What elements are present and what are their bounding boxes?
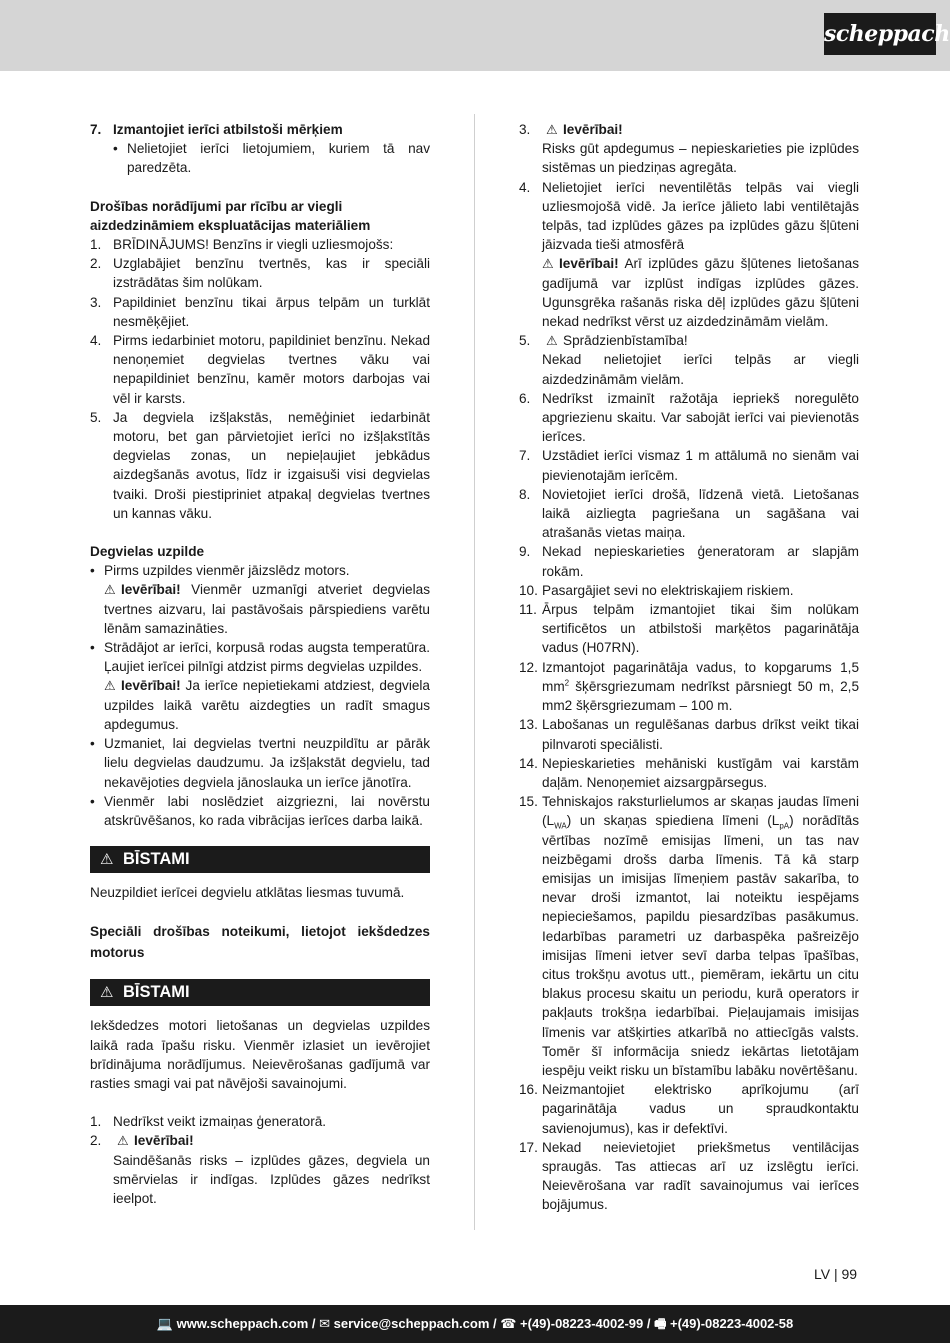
warning-icon: ⚠ bbox=[117, 1133, 129, 1149]
danger-text: Iekšdedzes motori lietošanas un degvielas uzpildes laikā rada īpašu risku. Vienmēr izlasiet un ievērojiet brīdinājuma norādījumus. Neievērošanas gadījumā var rasties smagi vai pat nāvējoši savainojumi. bbox=[90, 1018, 430, 1091]
list-item: 7. Uzstādiet ierīci vismaz 1 m attālumā no sienām vai pievienotajām ierīcēm. bbox=[519, 448, 859, 483]
warning-note: ⚠ Ievērībai! Arī izplūdes gāzu šļūtenes lietošanas gadījumā var izplūst indīgas izplūdes gāzes. Ugunsgrēka rašanās riska dēļ izplūdes gāzu šļūteni nekad nedrīkst vērst uz aizdedzināmām vielām. bbox=[542, 256, 859, 330]
list-item: 2. Uzglabājiet benzīnu tvertnēs, kas ir speciāli izstrādātas šim nolūkam. bbox=[90, 256, 430, 291]
danger-banner: ⚠ BĪSTAMI bbox=[90, 846, 430, 873]
right-list bbox=[519, 1080, 859, 1214]
warning-icon: ⚠ bbox=[104, 678, 116, 694]
fuel-list bbox=[90, 235, 430, 523]
list-item: • Pirms uzpildes vienmēr jāizslēdz motors. bbox=[90, 563, 350, 579]
warning-note: ⚠ Ievērībai! Ja ierīce nepietiekami atdziest, degviela uzpildes laikā varētu aizdegties un radīt smagus apdegumus. bbox=[104, 678, 430, 732]
section-7: 7. Izmantojiet ierīci atbilstoši mērķiem bbox=[90, 120, 430, 139]
right-column: 3. ⚠ Ievērībai! Risks gūt apdegumus – nepieskarieties pie izplūdes sistēmas un piedziņas agregāta. 4. Nelietojiet ierīci neventilētās telpās vai viegli uzliesmojošā vidē. Ja ierīce jālieto labi ventilētajās telpās, tad izplūdes gāzes pa izplūdes gāzu šļūteni jāizvada tieši atmosfērā ⚠ Ievērībai! Arī izplūdes gāzu šļūtenes lietošanas gadījumā var izplūst indīgas izplūdes gāzes. Ugunsgrēka rašanās riska dēļ izplūdes gāzu šļūteni nekad nedrīkst vērst uz aizdedzināmām vielām. 5. ⚠ Sprādzienbīstamība! Nekad nelietojiet ierīci telpās ar viegli aizdedzināmām vielām. 6. Nedrīkst izmainīt ražotāja iepriekš noregulēto apgriezienu skaitu. Var sabojāt ierīci vai pievienotās ierīces. 7. Uzstādiet ierīci vismaz 1 m attālumā no sienām vai pievienotajām ierīcēm. 8. Novietojiet ierīci drošā, līdzenā vietā. Lietošanas laikā aizliegta pagriešana un sagāšana vai atrašanās vietas maiņa. 9. Nekad nepieskarieties ģeneratoram ar slapjām rokām. 10. Pasargājiet sevi no elektriskajiem riskiem. 11. Ārpus telpām izmantojiet tikai šim nolūkam sertificētos un atbilstoši marķētos pagarinātāja vadus (H07RN). 12. Izmantojot pagarinātāja vadus, to kopgarums 1,5 $mm^2$ šķērsgriezumam nedrīkst pārsniegt 50 m, 2,5 mm2 šķērsgriezumam – 100 m. 13. Labošanas un regulēšanas darbus drīkst veikt tikai pilnvaroti speciālisti. 14. Nepieskarieties mehāniski kustīgām vai karstām daļām. Nenoņemiet aizsargpārsegus. 15. Tehniskajos raksturlielumos ar skaņas jaudas līmeni $(L_{WA})$ un skaņas spiediena līmeni $(L_{pA})$ norādītās vērtības nozīmē emisijas līmeni, un tas nav neizbēgami drošs darba līmenis. Tā kā starp emisijas un imisijas līmeņiem pastāv sakarība, to nevar droši izmantot, lai noteiktu iespējams nepieciešamos, papildu piesardzības pasākumus. Iedarbības parametri uz darbaspēka pašreizējo imisijas līmeni ietver sevī darba telpas īpašības, citus trokšņu avotus utt., piemēram, iekārtu un citu blakus procesu skaitu un periodu, kurā operators ir pakļauts trokšņa iedarbībai. Pieļaujamais imisijas līmenis var atšķirties atkarībā no attiecīgās valsts. Tomēr šī informācija sniedz iekārtas lietotājam iespēju veikt risku un bīstamību labāku novērtēšanu. 16. Neizmantojiet elektrisko aprīkojumu (arī pagarinātāja vadus un spraudkontaktu savienojumus), kas ir defektīvi. 17. Nekad neievietojiet priekšmetus ventilācijas spraugās. Tas attiecas arī uz izslēgtu ierīci. Neievērošana var radīt savainojumus vai ierīces bojājumus. bbox=[519, 120, 859, 1215]
list-item: 3. Papildiniet benzīnu tikai ārpus telpām un turklāt nesmēķējiet. bbox=[90, 294, 430, 329]
warning-icon: ⚠ bbox=[546, 333, 558, 349]
right-list bbox=[519, 389, 859, 658]
special-heading: Speciāli drošības noteikumi, lietojot iekšdedzes motorus bbox=[90, 924, 430, 961]
list-item: 12. Izmantojot pagarinātāja vadus, to kopgarums 1,5 $mm^2$ šķērsgriezumam nedrīkst pārsniegt 50 m, 2,5 mm2 šķērsgriezumam – 100 m. bbox=[519, 659, 859, 714]
list-item: 1. Nedrīkst veikt izmaiņas ģeneratorā. bbox=[90, 1114, 327, 1130]
warning-icon: ⚠ bbox=[542, 256, 554, 272]
list-item: 5. Ja degviela izšļakstās, nemēģiniet iedarbināt motoru, bet gan pārvietojiet ierīci no izšļakstītās degvielas zonas, un nepieļaujiet jebkādus aizdegšanās avotus, līdz ir izgaisuši visi degvielas tvaiki. Droši piestipriniet atpakaļ degvielas tvertnes un kannas vāku. bbox=[90, 409, 430, 521]
list-item: 15. Tehniskajos raksturlielumos ar skaņas jaudas līmeni $(L_{WA})$ un skaņas spiediena līmeni $(L_{pA})$ norādītās vērtības nozīmē emisijas līmeni, un tas nav neizbēgami drošs darba līmenis. Tā kā starp emisijas un imisijas līmeņiem pastāv sakarība, to nevar droši izmantot, lai noteiktu iespējams nepieciešamos, papildu piesardzības pasākumus. Iedarbības parametri uz darbaspēka pašreizējo imisijas līmeni ietver sevī darba telpas īpašības, citus trokšņu avotus utt., piemēram, iekārtu un citu blakus procesu skaitu un periodu, kurā operators ir pakļauts trokšņa iedarbībai. Pieļaujamais imisijas līmenis var atšķirties atkarībā no attiecīgās valsts. Tomēr šī informācija sniedz iekārtas lietotājam iespēju veikt risku un bīstamību labāku novērtēšanu. bbox=[519, 794, 860, 1078]
list-item: 14. Nepieskarieties mehāniski kustīgām vai karstām daļām. Nenoņemiet aizsargpārsegus. bbox=[519, 755, 859, 790]
list-item: 13. Labošanas un regulēšanas darbus drīkst veikt tikai pilnvaroti speciālisti. bbox=[519, 717, 859, 752]
list-item: • Vienmēr labi noslēdziet aizgriezni, lai novērstu atskrūvēšanos, ko rada vibrācijas ierīces darba laikā. bbox=[90, 793, 430, 828]
list-item: 8. Novietojiet ierīci drošā, līdzenā vietā. Lietošanas laikā aizliegta pagriešana un sagāšana vai atrašanās vietas maiņa. bbox=[519, 486, 859, 541]
section-7-title: Izmantojiet ierīci atbilstoši mērķiem bbox=[113, 122, 343, 137]
fuel-heading: Drošības norādījumi par rīcību ar viegli aizdedzināmiem ekspluatācijas materiāliem bbox=[90, 198, 371, 233]
page-number: LV | 99 bbox=[814, 1266, 858, 1282]
brand-logo: scheppach bbox=[824, 13, 936, 55]
danger-text: Neuzpildiet ierīcei degvielu atklātas liesmas tuvumā. bbox=[90, 885, 405, 901]
list-item: 3. ⚠ Ievērībai! bbox=[519, 120, 859, 139]
list-item: 4. Nelietojiet ierīci neventilētās telpās vai viegli uzliesmojošā vidē. Ja ierīce jālieto labi ventilētajās telpās, tad izplūdes gāzes pa izplūdes gāzu šļūteni jāizvada tieši atmosfērā bbox=[519, 179, 859, 253]
right-list bbox=[519, 715, 859, 792]
column-divider bbox=[474, 114, 475, 1230]
warning-icon: ⚠ bbox=[104, 582, 116, 598]
left-column bbox=[90, 120, 430, 1208]
list-item: 6. Nedrīkst izmainīt ražotāja iepriekš noregulēto apgriezienu skaitu. Var sabojāt ierīci vai pievienotās ierīces. bbox=[519, 390, 859, 445]
list-item: 16. Neizmantojiet elektrisko aprīkojumu (arī pagarinātāja vadus un spraudkontaktu savienojumus), kas ir defektīvi. bbox=[519, 1082, 859, 1136]
footer-contact[interactable]: 💻 www.scheppach.com / ✉ service@scheppach.com / ☎ +(49)-08223-4002-99 / 🖷 +(49)-08223-4002-58 bbox=[156, 1316, 794, 1331]
list-item: 11. Ārpus telpām izmantojiet tikai šim nolūkam sertificētos un atbilstoši marķētos pagarinātāja vadus (H07RN). bbox=[519, 602, 859, 656]
list-item: 4. Pirms iedarbiniet motoru, papildiniet benzīnu. Nekad nenoņemiet degvielas tvertnes vāku vai nepapildiniet benzīnu, kamēr motors darbojas vai vēl ir karsts. bbox=[90, 333, 430, 406]
danger-banner: ⚠ BĪSTAMI bbox=[90, 979, 430, 1006]
header-bar bbox=[0, 0, 950, 71]
list-item-text: Saindēšanās risks – izplūdes gāzes, degviela un smērvielas ir indīgas. Izplūdes gāzes nedrīkst ieelpot. bbox=[113, 1152, 430, 1206]
list-item: 17. Nekad neievietojiet priekšmetus ventilācijas spraugās. Tas attiecas arī uz izslēgtu ierīci. Neievērošana var radīt savainojumus vai ierīces bojājumus. bbox=[519, 1139, 859, 1213]
list-item: 10. Pasargājiet sevi no elektriskajiem riskiem. bbox=[519, 582, 794, 598]
list-item: 2. ⚠ Ievērībai! bbox=[90, 1131, 430, 1150]
footer-bar bbox=[0, 1305, 950, 1343]
warning-icon: ⚠ bbox=[546, 122, 558, 137]
warning-note: ⚠ Ievērībai! Vienmēr uzmanīgi atveriet degvielas tvertnes aizvaru, lai pastāvošais pārspiediens varētu lēnām samazināties. bbox=[104, 582, 430, 636]
section-7-bullet: • Nelietojiet ierīci lietojumiem, kuriem tā nav paredzēta. bbox=[113, 141, 430, 176]
refuel-heading: Degvielas uzpilde bbox=[90, 544, 205, 560]
list-item: 5. ⚠ Sprādzienbīstamība! bbox=[519, 331, 859, 350]
warning-icon: ⚠ bbox=[100, 984, 114, 1002]
warning-icon: ⚠ bbox=[100, 851, 114, 869]
list-item: 9. Nekad nepieskarieties ģeneratoram ar slapjām rokām. bbox=[519, 544, 859, 579]
list-item: • Strādājot ar ierīci, korpusā rodas augsta temperatūra. Ļaujiet ierīcei pilnīgi atdzist pirms degvielas uzpildes. bbox=[90, 640, 430, 675]
list-item: 1. BRĪDINĀJUMS! Benzīns ir viegli uzliesmojošs: bbox=[90, 237, 394, 253]
list-item: • Uzmaniet, lai degvielas tvertni neuzpildītu ar pārāk lielu degvielas daudzumu. Ja izšļakstāt degvielu, tad nekavējoties degviela jānoslauka un ierīce jānotīra. bbox=[90, 736, 430, 790]
